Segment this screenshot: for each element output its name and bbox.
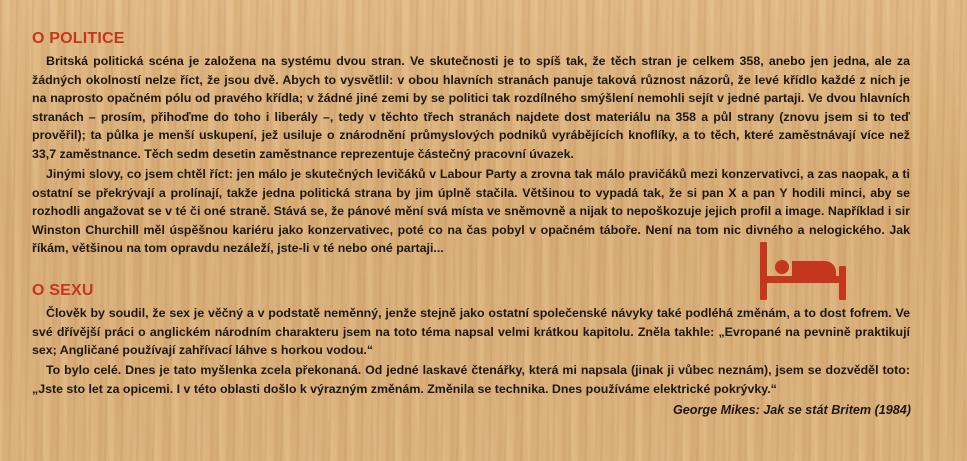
bed-icon: [758, 240, 848, 302]
politics-heading: O POLITICE: [32, 30, 125, 47]
politics-paragraph-1: Britská politická scéna je založena na systému dvou stran. Ve skutečnosti je to spíš tak, že těch stran je celkem 358, anebo jen jedna, ale za žádných okolností nelze říct, že jsou dvě. Abych to vysvětlil: v obou hlavních stranách panuje taková různost názorů, že levé křídlo každé z nich je na naprosto opačném pólu od pravého křídla; v žádné jiné zemi by se politici tak rozdílného smýšlení nemohli sejít v jedné partaji. Ve dvou hlavních stranách – prosím, přihoďme do toho i liberály –, tedy v těchto třech stranách najdete dost materiálu na 358 a půl strany (znovu jsem si to teď prověřil); ta půlka je menší uskupení, jež usiluje o znárodnění průmyslových podniků vyrábějících knoflíky, a to těch, které zaměstnávají více než 33,7 zaměstnance. Těch sedm desetin zaměstnance reprezentuje částečný pracovní úvazek.: [32, 54, 910, 161]
sex-paragraph-1: Člověk by soudil, že sex je věčný a v podstatě neměnný, jenže stejně jako ostatní společenské návyky také podléhá změnám, a to dost fofrem. Ve své dřívější práci o anglickém národním charakteru jsem na toto téma napsal velmi krátkou kapitolu. Zněla takhle: „Evropané na pevnině praktikují sex; Angličané používají zahřívací láhve s horkou vodou.“: [32, 306, 910, 358]
sex-heading: O SEXU: [32, 282, 94, 299]
sex-paragraph-2: To bylo celé. Dnes je tato myšlenka zcela překonaná. Od jedné laskavé čtenářky, která mi napsala (jinak ji vůbec neznám), jsem se dozvěděl toto: „Jste sto let za opicemi. I v této oblasti došlo k výrazným změnám. Změnila se technika. Dnes používáme elektrické pokrývky.“: [32, 363, 910, 396]
attribution: George Mikes: Jak se stát Britem (1984): [673, 403, 911, 417]
politics-paragraph-2: Jinými slovy, co jsem chtěl říct: jen málo je skutečných levičáků v Labour Party a zrovna tak málo pravičáků mezi konzervativci, a zas naopak, a ti ostatní se překrývají a prolínají, takže jedna politická strana by jim úplně stačila. Většinou to vypadá tak, že si pan X a pan Y hodili minci, aby se rozhodli angažovat se v té či oné straně. Stává se, že pánové mění svá místa ve sněmovně a nijak to nepoškozuje jejich profil a image. Například i sir Winston Churchill měl úspěšnou kariéru jako konzervativec, poté co na čas pobyl v opačném táboře. Není na tom nic divného a nelogického. Jak říkám, většinou na tom opravdu nezáleží, jste-li v té nebo oné partaji...: [32, 167, 910, 256]
